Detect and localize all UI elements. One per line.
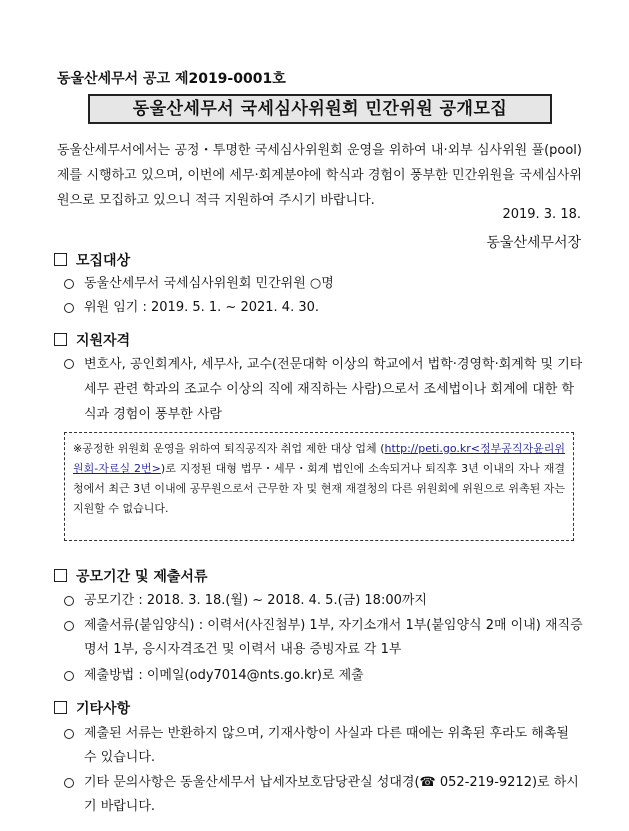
list-item: 공모기간 : 2018. 3. 18.(월) ~ 2018. 4. 5.(금) 18:00까지 bbox=[64, 589, 584, 613]
circle-bullet-icon bbox=[64, 303, 74, 313]
notice-number: 동울산세무서 공고 제2019-0001호 bbox=[57, 71, 286, 87]
checkbox-square-icon bbox=[54, 333, 67, 346]
section-heading: 모집대상 bbox=[76, 253, 131, 269]
list-item: 제출방법 : 이메일(ody7014@nts.go.kr)로 제출 bbox=[64, 664, 584, 688]
peti-link[interactable]: http://peti.go.kr<정부공직자윤리위원회-자료실 2번> bbox=[73, 442, 565, 475]
list-item: 제출된 서류는 반환하지 않으며, 기재사항이 사실과 다른 때에는 위촉된 후라도 해촉될 수 있습니다. bbox=[64, 722, 584, 770]
restriction-note: ※공정한 위원회 운영을 위하여 퇴직공직자 취업 제한 대상 업체 (http://peti.go.kr<정부공직자윤리위원회-자료실 2번>)로 지정된 대형 법무・세무・회계 법인에 소속되거나 퇴직후 3년 이내의 자나 재결청에서 최근 3년 이내에 공무원으로서 근무한 자 및 현재 재결청의 다른 위원회에 위원으로 위촉된 자는 지원할 수 없습니다. bbox=[64, 432, 574, 541]
list-item: 변호사, 공인회계사, 세무사, 교수(전문대학 이상의 학교에서 법학·경영학·회계학 및 기타 세무 관련 학과의 조교수 이상의 직에 재직하는 사람)으로서 조세법이나 회계에 대한 학식과 경험이 풍부한 사람 bbox=[64, 352, 584, 427]
list-item: 제출서류(붙임양식) : 이력서(사진첨부) 1부, 자기소개서 1부(붙임양식 2매 이내) 재직증명서 1부, 응시자격조건 및 이력서 내용 증빙자료 각 1부 bbox=[64, 614, 584, 662]
circle-bullet-icon bbox=[64, 359, 74, 369]
list-item: 기타 문의사항은 동울산세무서 납세자보호담당관실 성대경(☎ 052-219-9212)로 하시기 바랍니다. bbox=[64, 771, 584, 819]
list-item: 위원 임기 : 2019. 5. 1. ~ 2021. 4. 30. bbox=[64, 296, 584, 320]
checkbox-square-icon bbox=[54, 569, 67, 582]
section-period bbox=[54, 566, 207, 586]
section-qualification bbox=[54, 330, 130, 350]
section-heading: 공모기간 및 제출서류 bbox=[76, 569, 208, 585]
checkbox-square-icon bbox=[54, 701, 67, 714]
intro-paragraph: 동울산세무서에서는 공정・투명한 국세심사위원회 운영을 위하여 내·외부 심사위원 풀(pool)제를 시행하고 있으며, 이번에 세무·회계분야에 학식과 경험이 풍부한 민간위원을 국세심사위원으로 모집하고 있으니 적극 지원하여 주시기 바랍니다. bbox=[57, 143, 582, 208]
section-other bbox=[54, 698, 130, 718]
circle-bullet-icon bbox=[64, 621, 74, 631]
section-heading: 기타사항 bbox=[76, 701, 131, 717]
circle-bullet-icon bbox=[64, 596, 74, 606]
circle-bullet-icon bbox=[64, 729, 74, 739]
notice-date: 2019. 3. 18. bbox=[502, 207, 581, 222]
section-heading: 지원자격 bbox=[76, 333, 131, 349]
circle-bullet-icon bbox=[64, 671, 74, 681]
notice-title: 동울산세무서 국세심사위원회 민간위원 공개모집 bbox=[88, 94, 552, 124]
section-recruit bbox=[54, 250, 130, 270]
circle-bullet-icon bbox=[64, 279, 74, 289]
circle-bullet-icon bbox=[64, 778, 74, 788]
notice-signer: 동울산세무서장 bbox=[486, 235, 581, 251]
checkbox-square-icon bbox=[54, 253, 67, 266]
list-item: 동울산세무서 국세심사위원회 민간위원 ○명 bbox=[64, 272, 584, 296]
